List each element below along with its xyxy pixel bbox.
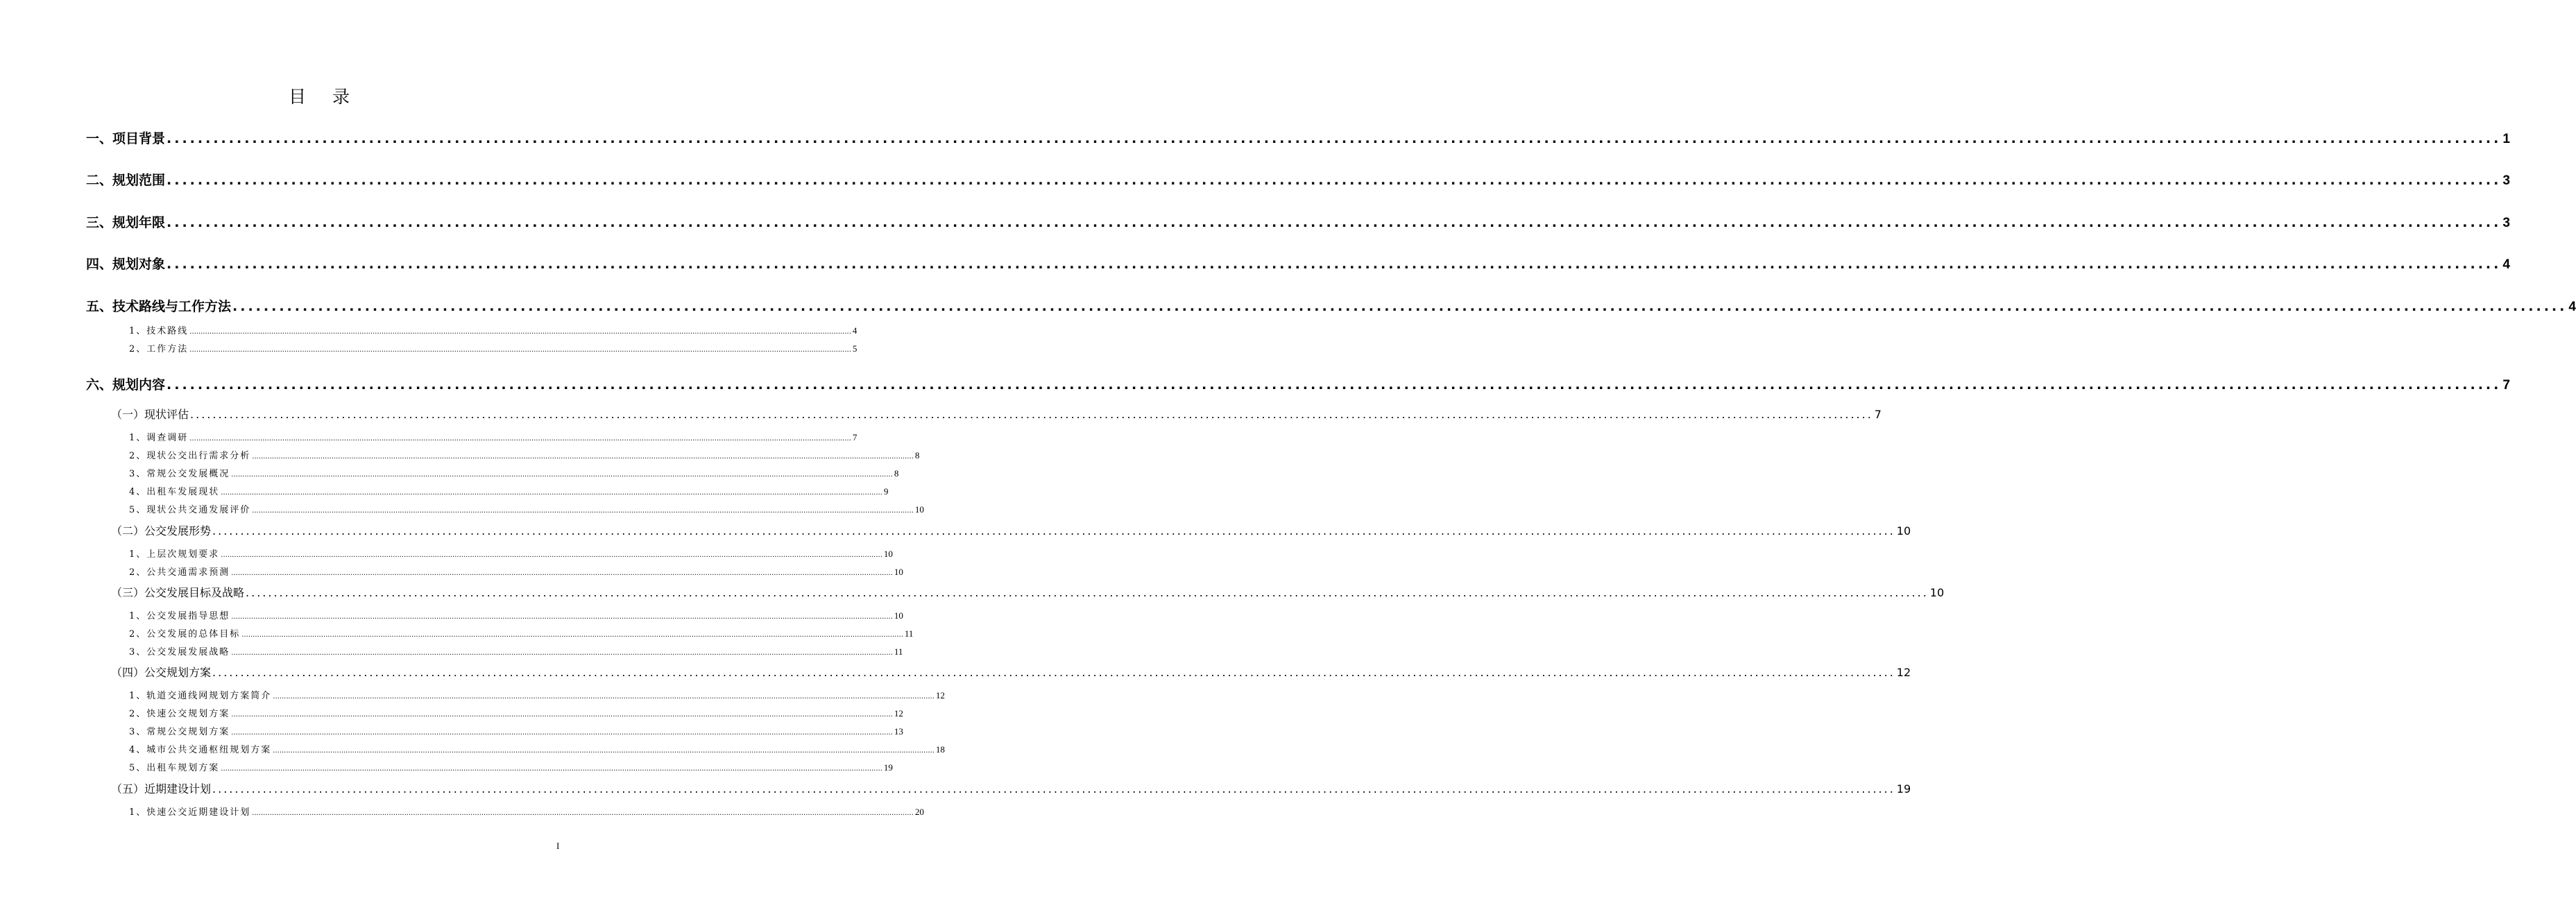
toc-leader-dots: ............................................................................................................................................................................................................................................................................................................ [190, 408, 1873, 421]
toc-entry-page: 13 [894, 726, 903, 737]
toc-leader-dots: ............................................................................................................................................................................................................................................................................................................ [252, 809, 914, 817]
toc-entry-label: 2、现状公交出行需求分析 [129, 451, 251, 461]
toc-entry-page: 19 [1896, 782, 1911, 796]
toc-entry-page: 11 [904, 628, 914, 639]
toc-leader-dots: ............................................................................................................................................................................................................................................................................................................ [273, 747, 935, 755]
toc-entry-label: 1、上层次规划要求 [129, 549, 220, 560]
toc-leader-dots: ............................................................................................................................................................................................................................................................................................................ [231, 613, 893, 621]
toc-entry-page: 7 [1874, 408, 1882, 421]
toc-leader-dots: ............................................................................................................................................................................................................................................................................................................ [212, 524, 1895, 538]
toc-leader-dots: ............................................................................................................................................................................................................................................................................................................ [167, 257, 2502, 272]
toc-leader-dots: ............................................................................................................................................................................................................................................................................................................ [273, 693, 935, 700]
toc-entry-label: 2、公共交通需求预测 [129, 567, 230, 578]
toc-entry[interactable] [129, 608, 903, 621]
toc-entry[interactable] [111, 780, 1911, 796]
toc-leader-dots: ............................................................................................................................................................................................................................................................................................................ [212, 782, 1895, 796]
toc-leader-dots: ............................................................................................................................................................................................................................................................................................................ [221, 765, 882, 773]
toc-leader-dots: ............................................................................................................................................................................................................................................................................................................ [221, 489, 882, 497]
toc-leader-dots: ............................................................................................................................................................................................................................................................................................................ [231, 649, 893, 657]
toc-entry-label: 二、规划范围 [86, 173, 166, 188]
toc-entry-page: 4 [852, 325, 858, 336]
toc-leader-dots: ............................................................................................................................................................................................................................................................................................................ [167, 215, 2502, 230]
toc-leader-dots: ............................................................................................................................................................................................................................................................................................................ [231, 729, 893, 737]
toc-entry-page: 10 [914, 504, 924, 515]
toc-entry-page: 12 [894, 708, 903, 719]
toc-entry-label: 1、轨道交通线网规划方案简介 [129, 691, 272, 701]
toc-leader-dots: ............................................................................................................................................................................................................................................................................................................ [231, 569, 893, 577]
toc-entry[interactable] [129, 484, 889, 497]
toc-entry[interactable] [86, 375, 2510, 393]
toc-entry[interactable] [86, 296, 2576, 315]
toc-entry[interactable] [129, 626, 914, 639]
toc-leader-dots: ............................................................................................................................................................................................................................................................................................................ [241, 631, 903, 639]
toc-entry-page: 10 [1929, 586, 1945, 599]
toc-entry[interactable] [111, 522, 1911, 538]
toc-entry[interactable] [86, 212, 2510, 231]
toc-entry-label: （五）近期建设计划 [111, 782, 212, 796]
toc-entry-label: 2、公交发展的总体目标 [129, 629, 241, 639]
toc-leader-dots: ............................................................................................................................................................................................................................................................................................................ [167, 377, 2502, 393]
toc-entry-page: 18 [935, 744, 945, 755]
toc-entry-label: 六、规划内容 [86, 377, 166, 393]
toc-entry-label: 一、项目背景 [86, 131, 166, 146]
toc-leader-dots: ............................................................................................................................................................................................................................................................................................................ [167, 173, 2502, 188]
toc-entry-label: 5、现状公共交通发展评价 [129, 505, 251, 515]
toc-entry-page: 12 [935, 690, 945, 700]
toc-entry[interactable] [129, 805, 924, 818]
toc-entry-page: 1 [2502, 132, 2510, 146]
toc-entry-label: 4、城市公共交通枢纽规划方案 [129, 745, 272, 755]
toc-entry[interactable] [129, 430, 858, 443]
toc-entry-page: 20 [914, 807, 924, 817]
toc-entry[interactable] [129, 502, 924, 515]
toc-leader-dots: ............................................................................................................................................................................................................................................................................................................ [189, 328, 851, 336]
toc-entry-page: 3 [2502, 173, 2510, 188]
toc-leader-dots: ............................................................................................................................................................................................................................................................................................................ [221, 551, 882, 559]
toc-leader-dots: ............................................................................................................................................................................................................................................................................................................ [252, 453, 914, 461]
toc-entry[interactable] [129, 466, 899, 479]
toc-entry-page: 4 [2502, 257, 2510, 272]
toc-entry-label: 1、快速公交近期建设计划 [129, 807, 251, 818]
toc-entry-label: 五、技术路线与工作方法 [86, 299, 232, 314]
toc-entry[interactable] [129, 323, 858, 336]
toc-leader-dots: ............................................................................................................................................................................................................................................................................................................ [189, 346, 851, 354]
toc-entry-label: 5、出租车规划方案 [129, 763, 220, 773]
toc-entry-label: 1、公交发展指导思想 [129, 611, 230, 621]
toc-leader-dots: ............................................................................................................................................................................................................................................................................................................ [212, 666, 1895, 679]
toc-entry-label: 2、快速公交规划方案 [129, 709, 230, 719]
toc-entry[interactable] [129, 724, 903, 737]
toc-entry-page: 8 [914, 450, 920, 461]
toc-entry-label: 三、规划年限 [86, 215, 166, 230]
toc-entry[interactable] [111, 664, 1911, 680]
toc-entry-page: 5 [852, 343, 858, 354]
toc-entry-page: 9 [883, 486, 889, 497]
toc-entry-page: 19 [883, 762, 893, 773]
toc-entry[interactable] [129, 742, 945, 755]
toc-leader-dots: ............................................................................................................................................................................................................................................................................................................ [252, 507, 914, 515]
toc-entry-page: 10 [894, 610, 903, 621]
toc-leader-dots: ............................................................................................................................................................................................................................................................................................................ [189, 435, 851, 442]
toc-entry-page: 10 [883, 549, 893, 559]
toc-entry-label: 3、常规公交规划方案 [129, 727, 230, 737]
toc-leader-dots: ............................................................................................................................................................................................................................................................................................................ [232, 299, 2568, 314]
toc-entry-label: 1、技术路线 [129, 326, 189, 336]
toc-entry-page: 10 [1896, 524, 1911, 538]
toc-entry-page: 7 [852, 432, 858, 442]
toc-entry-page: 12 [1896, 666, 1911, 679]
toc-entry-label: （二）公交发展形势 [111, 524, 212, 538]
toc-entry[interactable] [129, 547, 893, 560]
toc-leader-dots: ............................................................................................................................................................................................................................................................................................................ [231, 711, 893, 719]
toc-leader-dots: ............................................................................................................................................................................................................................................................................................................ [231, 471, 893, 479]
toc-entry[interactable] [111, 406, 1882, 422]
toc-entry[interactable] [129, 706, 903, 719]
toc-entry-label: 4、出租车发展现状 [129, 487, 220, 497]
toc-entry-label: （四）公交规划方案 [111, 666, 212, 679]
toc-entry[interactable] [129, 688, 945, 701]
toc-leader-dots: ............................................................................................................................................................................................................................................................................................................ [246, 586, 1929, 599]
toc-entry-label: 1、调查调研 [129, 433, 189, 443]
toc-entry-page: 3 [2502, 216, 2510, 230]
toc-entry-label: 3、常规公交发展概况 [129, 469, 230, 479]
toc-entry-label: 3、公交发展发展战略 [129, 647, 230, 657]
toc-entry-label: （一）现状评估 [111, 408, 189, 421]
toc-entry-label: 2、工作方法 [129, 344, 189, 354]
toc-entry[interactable] [86, 128, 2510, 147]
toc-entry-label: 四、规划对象 [86, 257, 166, 272]
toc-entry-page: 7 [2502, 378, 2510, 393]
toc-entry[interactable] [111, 584, 1945, 600]
toc-entry[interactable] [129, 341, 858, 354]
toc-entry[interactable] [129, 565, 903, 578]
toc-entry-page: 10 [894, 567, 903, 577]
toc-leader-dots: ............................................................................................................................................................................................................................................................................................................ [167, 131, 2502, 146]
toc-entry-label: （三）公交发展目标及战略 [111, 586, 245, 599]
toc-entry[interactable] [86, 254, 2510, 273]
toc-entry-page: 11 [894, 646, 903, 657]
toc-entry-page: 4 [2568, 300, 2576, 314]
toc-entry[interactable] [129, 448, 920, 461]
toc-entry[interactable] [129, 644, 903, 657]
toc-entry[interactable] [129, 760, 893, 773]
page-number: I [556, 841, 560, 851]
toc-title: 目录 [288, 87, 376, 107]
toc-entry-page: 8 [894, 468, 899, 479]
toc-entry[interactable] [86, 170, 2510, 189]
